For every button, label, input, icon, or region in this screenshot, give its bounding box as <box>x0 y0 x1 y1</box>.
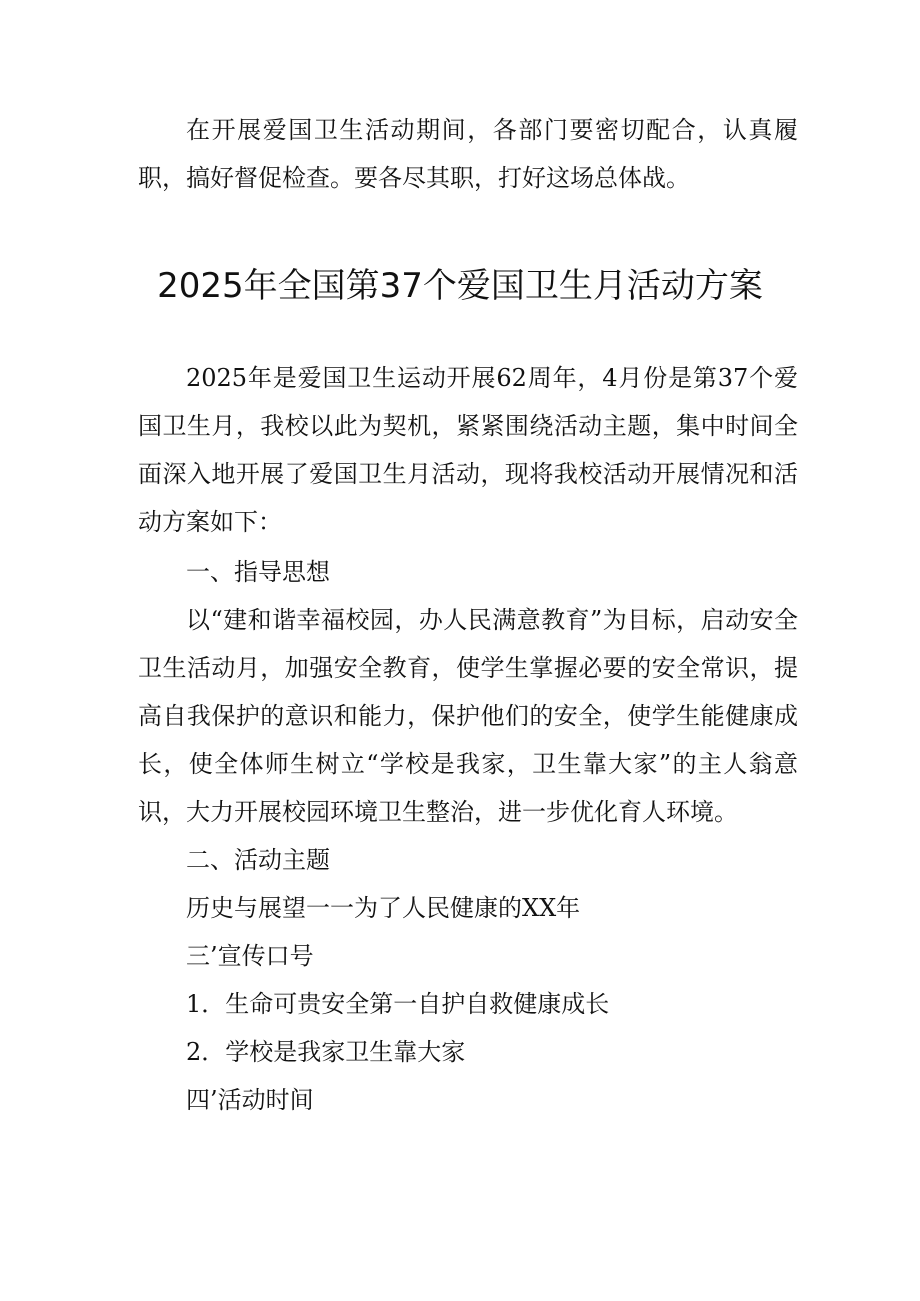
activity-theme-text: 历史与展望一一为了人民健康的XX年 <box>186 894 581 922</box>
section-heading-guiding-thought: 一、指导思想 <box>186 558 330 586</box>
opening-paragraph: 2025年是爱国卫生运动开展62周年，4月份是第37个爱国卫生月，我校以此为契机，紧紧围绕活动主题，集中时间全面深入地开展了爱国卫生月活动，现将我校活动开展情况和活动方案如下： <box>138 364 798 536</box>
guiding-thought-paragraph: 以“建和谐幸福校园，办人民满意教育”为目标，启动安全卫生活动月，加强安全教育，使学生掌握必要的安全常识，提高自我保护的意识和能力，保护他们的安全，使学生能健康成长，使全体师生树立“学校是我家，卫生靠大家”的主人翁意识，大力开展校园环境卫生整治，进一步优化育人环境。 <box>138 606 798 826</box>
slogan-item: 1．生命可贵安全第一自护自救健康成长 <box>186 990 610 1018</box>
section-heading-activity-theme: 二、活动主题 <box>186 846 330 874</box>
slogan-item: 2．学校是我家卫生靠大家 <box>186 1038 466 1066</box>
intro-paragraph: 在开展爱国卫生活动期间，各部门要密切配合，认真履职，搞好督促检查。要各尽其职，打好这场总体战。 <box>138 116 798 192</box>
section-heading-activity-time: 四’活动时间 <box>186 1086 314 1114</box>
document-title: 2025年全国第37个爱国卫生月活动方案 <box>157 266 763 306</box>
section-heading-slogans: 三’宣传口号 <box>186 942 314 970</box>
